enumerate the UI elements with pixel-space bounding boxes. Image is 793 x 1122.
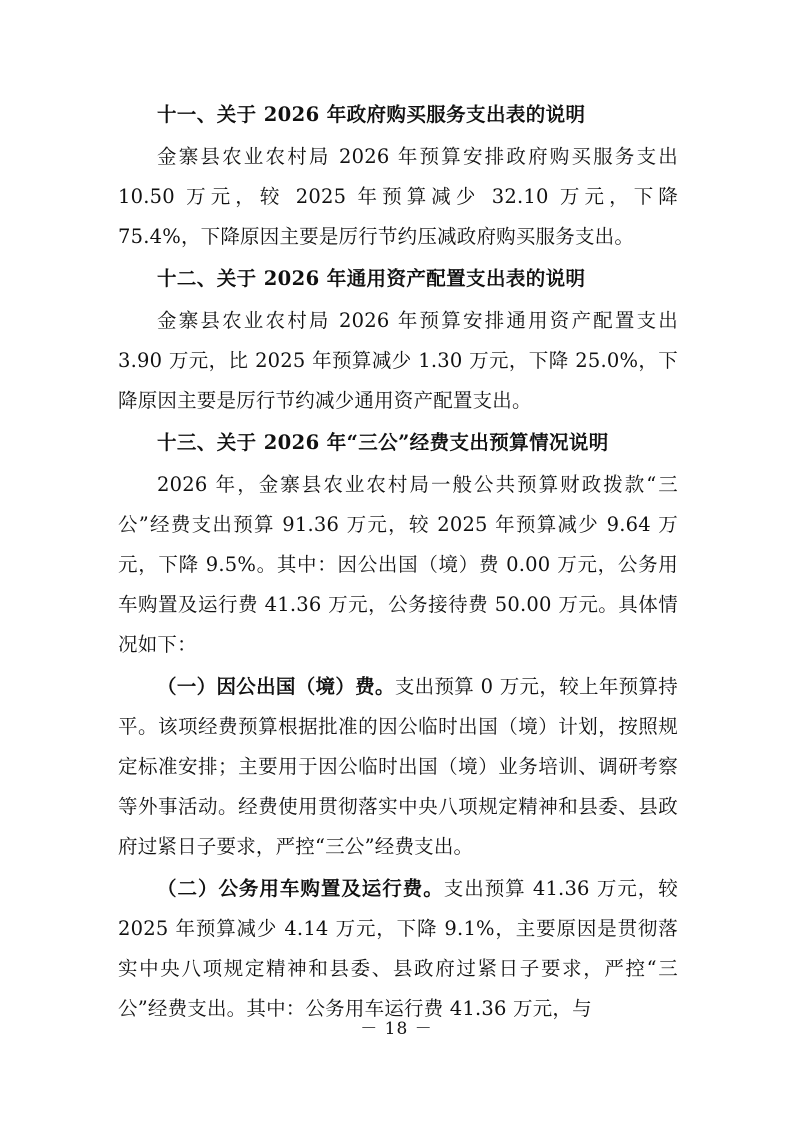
section-paragraph-eleven: 金寨县农业农村局 2026 年预算安排政府购买服务支出 10.50 万元，较 2025 年预算减少 32.10 万元，下降 75.4%，下降原因主要是厉行节约压减政府购买服务支出。 <box>118 145 678 248</box>
document-body <box>118 95 678 1029</box>
section-paragraph-thirteen-intro: 2026 年，金寨县农业农村局一般公共预算财政拨款“三公”经费支出预算 91.36 万元，较 2025 年预算减少 9.64 万元，下降 9.5%。其中：因公出国（境）费 0.00 万元，公务用车购置及运行费 41.36 万元，公务接待费 50.00 万元。具体情况如下： <box>118 473 678 656</box>
subsection-one-text: 支出预算 0 万元，较上年预算持平。该项经费预算根据批准的因公临时出国（境）计划，按照规定标准安排；主要用于因公临时出国（境）业务培训、调研考察等外事活动。经费使用贯彻落实中央八项规定精神和县委、县政府过紧日子要求，严控“三公”经费支出。 <box>118 675 678 858</box>
section-heading-thirteen: 十三、关于 2026 年“三公”经费支出预算情况说明 <box>157 431 609 454</box>
subsection-paragraph-two <box>118 869 678 1029</box>
subsection-two-lead: （二）公务用车购置及运行费。 <box>157 877 444 900</box>
subsection-one-lead: （一）因公出国（境）费。 <box>157 675 395 698</box>
section-heading-eleven: 十一、关于 2026 年政府购买服务支出表的说明 <box>157 103 586 126</box>
subsection-two-text: 支出预算 41.36 万元，较 2025 年预算减少 4.14 万元，下降 9.1%，主要原因是贯彻落实中央八项规定精神和县委、县政府过紧日子要求，严控“三公”经费支出。其中：公务用车运行费 41.36 万元，与 <box>118 877 678 1020</box>
section-heading-twelve: 十二、关于 2026 年通用资产配置支出表的说明 <box>157 267 586 290</box>
section-paragraph-twelve: 金寨县农业农村局 2026 年预算安排通用资产配置支出 3.90 万元，比 2025 年预算减少 1.30 万元，下降 25.0%，下降原因主要是厉行节约减少通用资产配置支出。 <box>118 309 678 412</box>
page-number: － 18 － <box>360 1019 433 1039</box>
subsection-paragraph-one <box>118 667 678 867</box>
